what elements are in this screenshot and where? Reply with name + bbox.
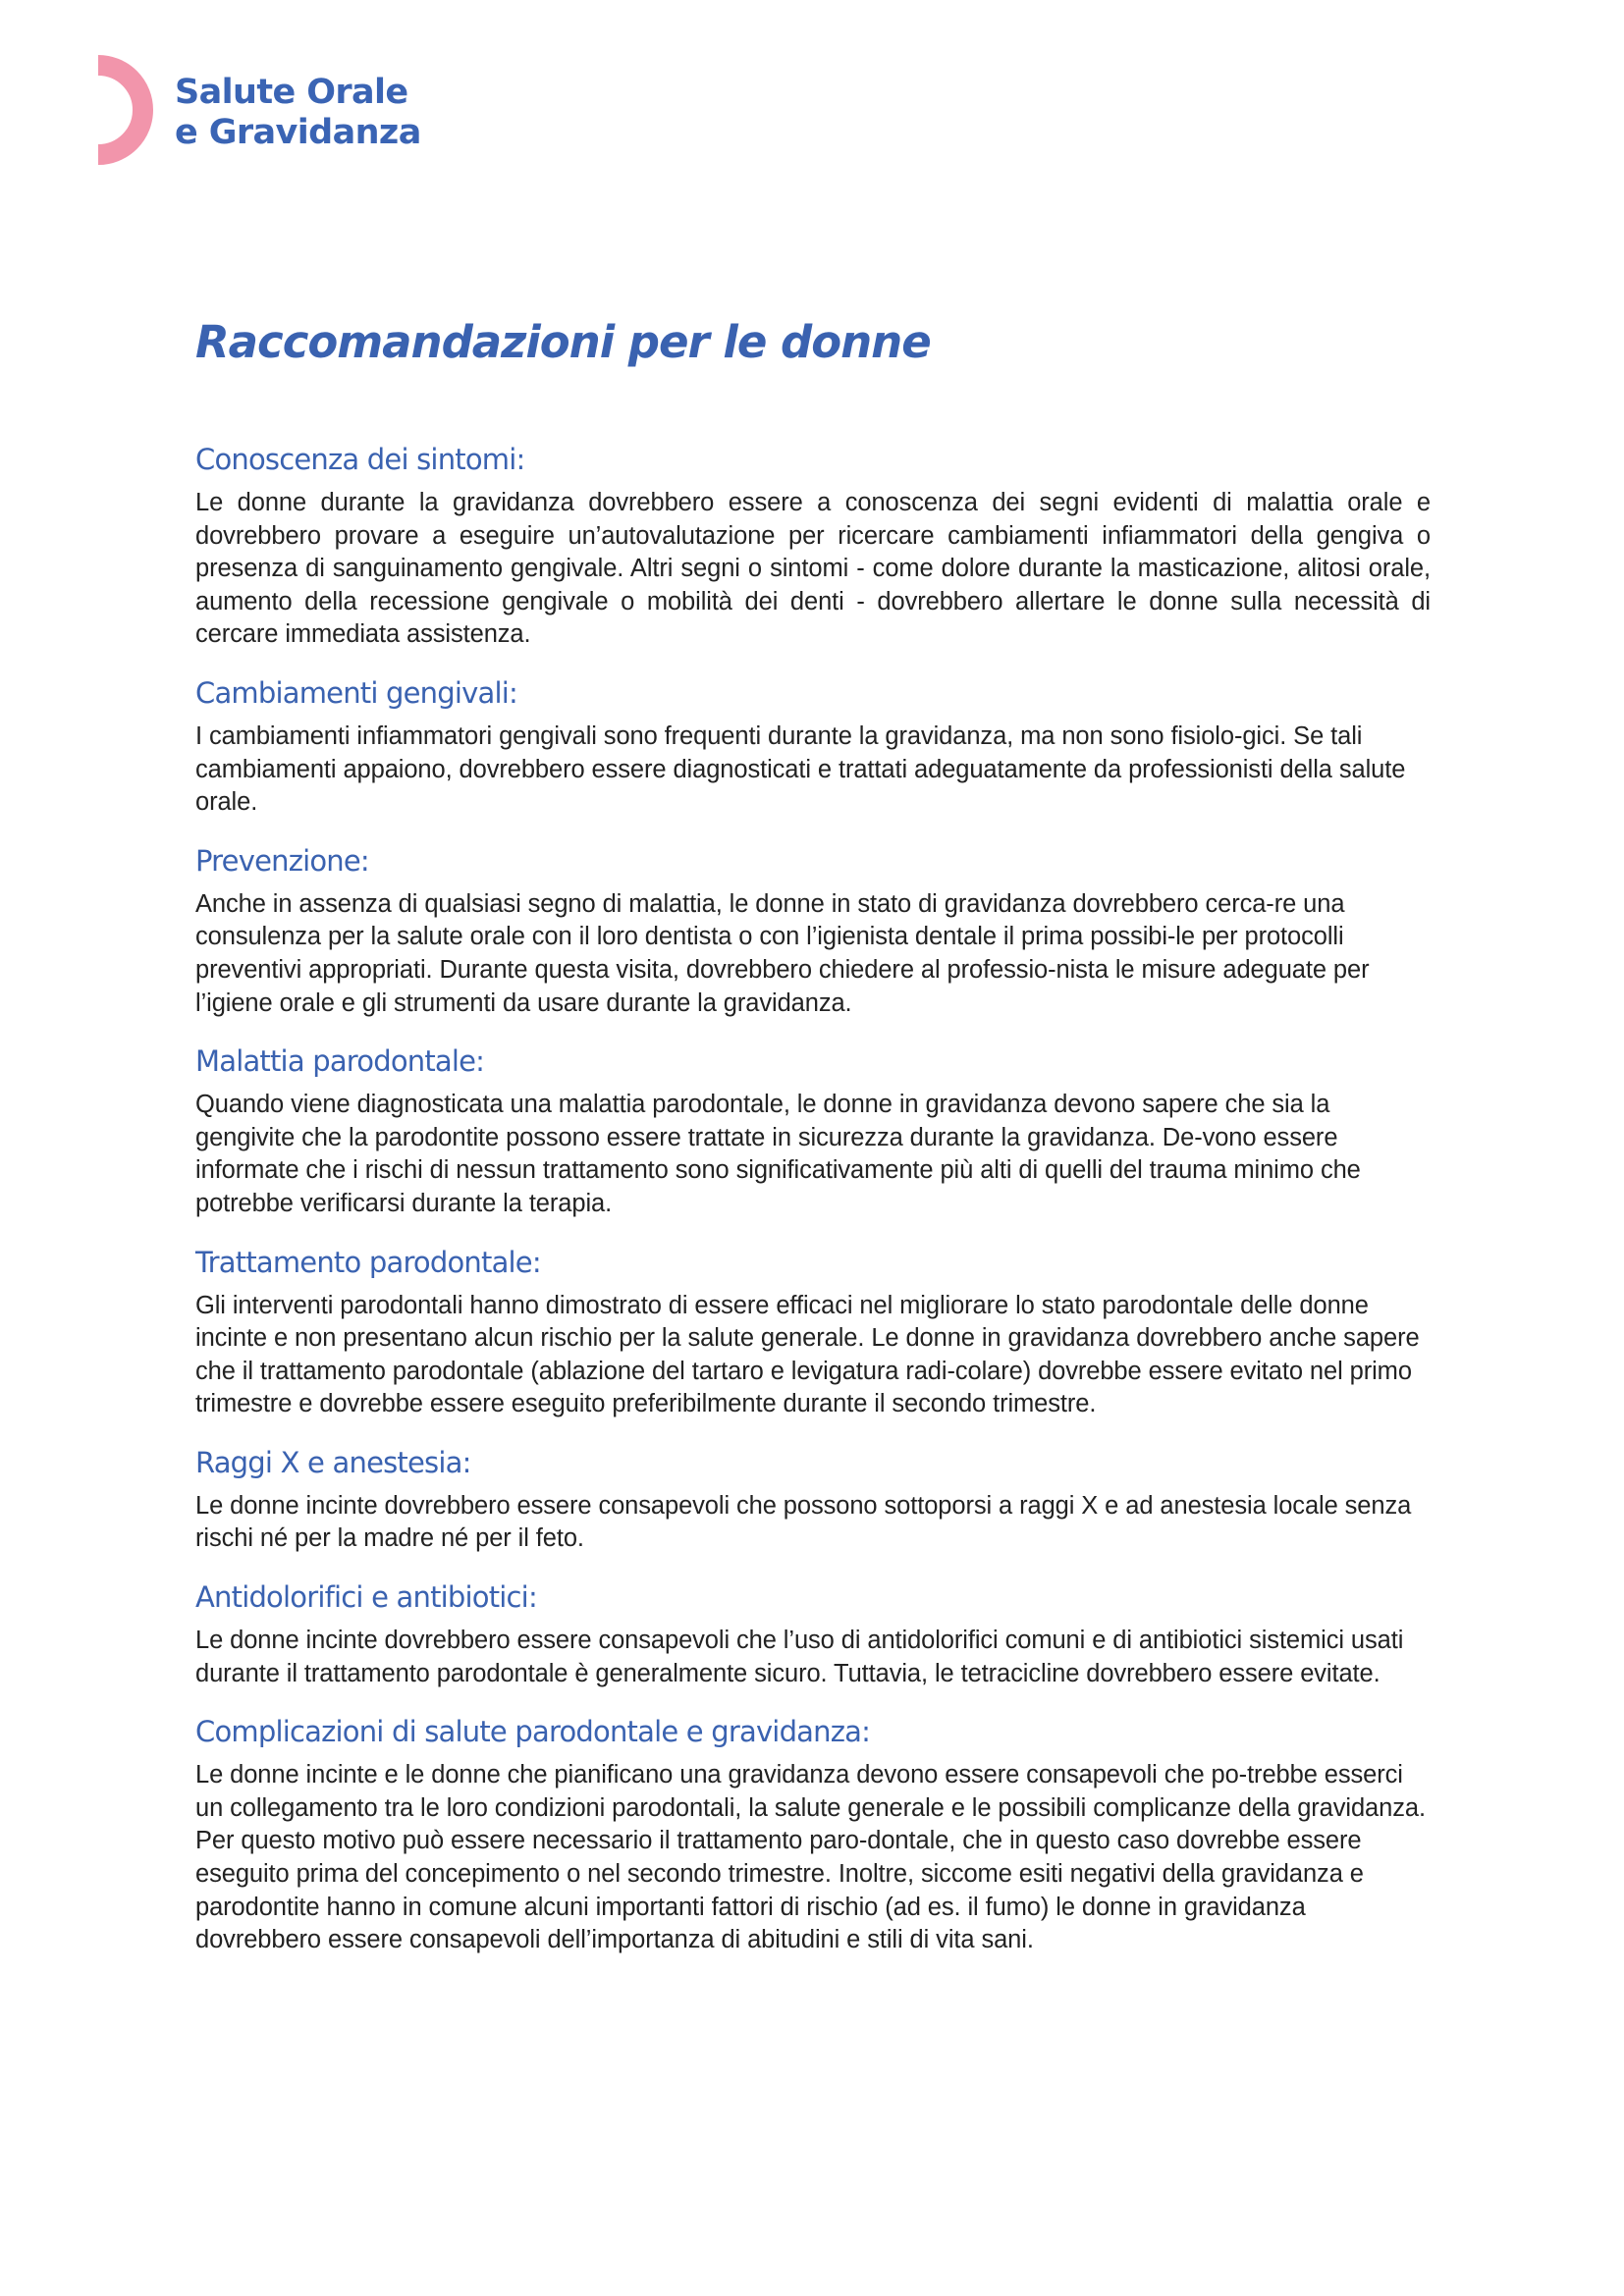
- section-paragraph: Anche in assenza di qualsiasi segno di malattia, le donne in stato di gravidanza dovrebbero cerca-re una consulenza per la salute orale con il loro dentista o con l’igienista dentale il prima possibi-le per protocolli preventivi appropriati. Durante questa visita, dovrebbero chiedere al professio-nista le misure adeguate per l’igiene orale e gli strumenti da usare durante la gravidanza.: [195, 889, 1370, 1017]
- section-conoscenza-sintomi: [195, 438, 1431, 652]
- section-paragraph: Le donne durante la gravidanza dovrebbero essere a conoscenza dei segni evidenti di malattia orale e dovrebbero provare a eseguire un’autovalutazione per ricercare cambiamenti infiammatori della gengiva o presenza di sanguinamento gengivale. Altri segni o sintomi - come dolore durante la masticazione, alitosi orale, aumento della recessione gengivale o mobilità dei denti - dovrebbero allertare le donne sulla necessità di cercare immediata assistenza.: [195, 489, 1431, 649]
- section-complicazioni: [195, 1710, 1431, 1957]
- section-trattamento-parodontale: [195, 1241, 1431, 1421]
- section-heading: Prevenzione:: [195, 843, 369, 878]
- section-antidolorifici-antibiotici: [195, 1575, 1431, 1690]
- section-paragraph: Le donne incinte dovrebbero essere consapevoli che l’uso di antidolorifici comuni e di antibiotici sistemici usati durante il trattamento parodontale è generalmente sicuro. Tuttavia, le tetracicline dovrebbero essere evitate.: [195, 1627, 1404, 1687]
- section-heading: Complicazioni di salute parodontale e gravidanza:: [195, 1715, 871, 1749]
- brand-wordmark: [175, 73, 421, 153]
- section-cambiamenti-gengivali: [195, 671, 1431, 820]
- section-raggi-x-anestesia: [195, 1441, 1431, 1556]
- document-body: [195, 438, 1431, 1957]
- section-prevenzione: [195, 839, 1431, 1020]
- section-paragraph: Le donne incinte e le donne che pianificano una gravidanza devono essere consapevoli che po-trebbe esserci un collegamento tra le loro condizioni parodontali, la salute generale e le possibili complicanze della gravidanza. Per questo motivo può essere necessario il trattamento paro-dontale, che in questo caso dovrebbe essere eseguito prima del concepimento o nel secondo trimestre. Inoltre, siccome esiti negativi della gravidanza e parodontite hanno in comune alcuni importanti fattori di rischio (ad es. il fumo) le donne in gravidanza dovrebbero essere consapevoli dell’importanza di abitudini e stili di vita sani.: [195, 1761, 1426, 1954]
- section-heading: Conoscenza dei sintomi:: [195, 443, 525, 476]
- brand-line-1: Salute Orale: [175, 73, 408, 112]
- brand-logo: [98, 55, 452, 169]
- brand-line-2: e Gravidanza: [175, 113, 421, 152]
- section-paragraph: Gli interventi parodontali hanno dimostrato di essere efficaci nel migliorare lo stato parodontale delle donne incinte e non presentano alcun rischio per la salute generale. Le donne in gravidanza dovrebbero anche sapere che il trattamento parodontale (ablazione del tartaro e levigatura radi-colare) dovrebbe essere evitato nel primo trimestre e dovrebbe essere eseguito preferibilmente durante il secondo trimestre.: [195, 1291, 1420, 1418]
- page-title: Raccomandazioni per le donne: [195, 316, 931, 368]
- section-heading: Antidolorifici e antibiotici:: [195, 1580, 537, 1615]
- section-paragraph: I cambiamenti infiammatori gengivali sono frequenti durante la gravidanza, ma non sono fisiolo-gici. Se tali cambiamenti appaiono, dovrebbero essere diagnosticati e trattati adeguatamente da professionisti della salute orale.: [195, 721, 1406, 817]
- section-malattia-parodontale: [195, 1040, 1431, 1220]
- section-paragraph: Le donne incinte dovrebbero essere consapevoli che possono sottoporsi a raggi X e ad anestesia locale senza rischi né per la madre né per il feto.: [195, 1491, 1412, 1553]
- section-paragraph: Quando viene diagnosticata una malattia parodontale, le donne in gravidanza devono sapere che sia la gengivite che la parodontite possono essere trattate in sicurezza durante la gravidanza. De-vono essere informate che i rischi di nessun trattamento sono significativamente più alti di quelli del trauma minimo che potrebbe verificarsi durante la terapia.: [195, 1091, 1361, 1217]
- section-heading: Cambiamenti gengivali:: [195, 675, 517, 710]
- section-heading: Raggi X e anestesia:: [195, 1445, 471, 1479]
- half-ring-icon: [43, 55, 153, 165]
- section-heading: Malattia parodontale:: [195, 1044, 485, 1079]
- section-heading: Trattamento parodontale:: [195, 1245, 541, 1279]
